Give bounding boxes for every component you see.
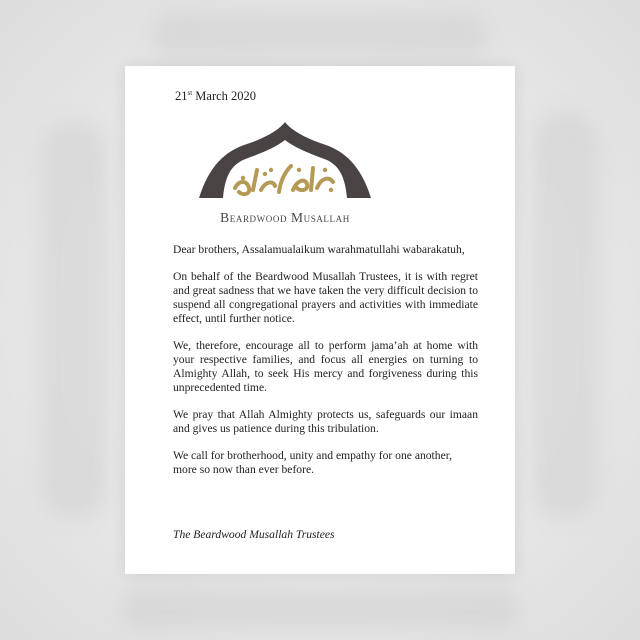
letter-body bbox=[173, 243, 478, 490]
signature: The Beardwood Musallah Trustees bbox=[173, 528, 335, 541]
paragraph: On behalf of the Beardwood Musallah Trustees, it is with regret and great sadness that we have taken the very difficult decision to suspend all congregational prayers and activities with immediate effect, until further notice. bbox=[173, 270, 478, 325]
letter-page bbox=[125, 66, 515, 574]
salutation: Dear brothers, Assalamualaikum warahmatullahi wabarakatuh, bbox=[173, 243, 465, 256]
calligraphy-icon bbox=[235, 166, 333, 194]
dome-icon bbox=[195, 118, 375, 210]
letter-date: 21st March 2020 bbox=[175, 89, 257, 103]
paragraph: We call for brotherhood, unity and empathy for one another, more so now than ever before. bbox=[173, 449, 453, 476]
organization-name: Beardwood Musallah bbox=[220, 210, 350, 225]
paragraph: We, therefore, encourage all to perform jama’ah at home with your respective families, and focus all energies on turning to Almighty Allah, to seek His mercy and forgiveness during this unprecedented time. bbox=[173, 339, 478, 394]
dome-calligraphy-logo bbox=[195, 118, 375, 230]
paragraph: We pray that Allah Almighty protects us, safeguards our imaan and gives us patience during this tribulation. bbox=[173, 408, 478, 435]
